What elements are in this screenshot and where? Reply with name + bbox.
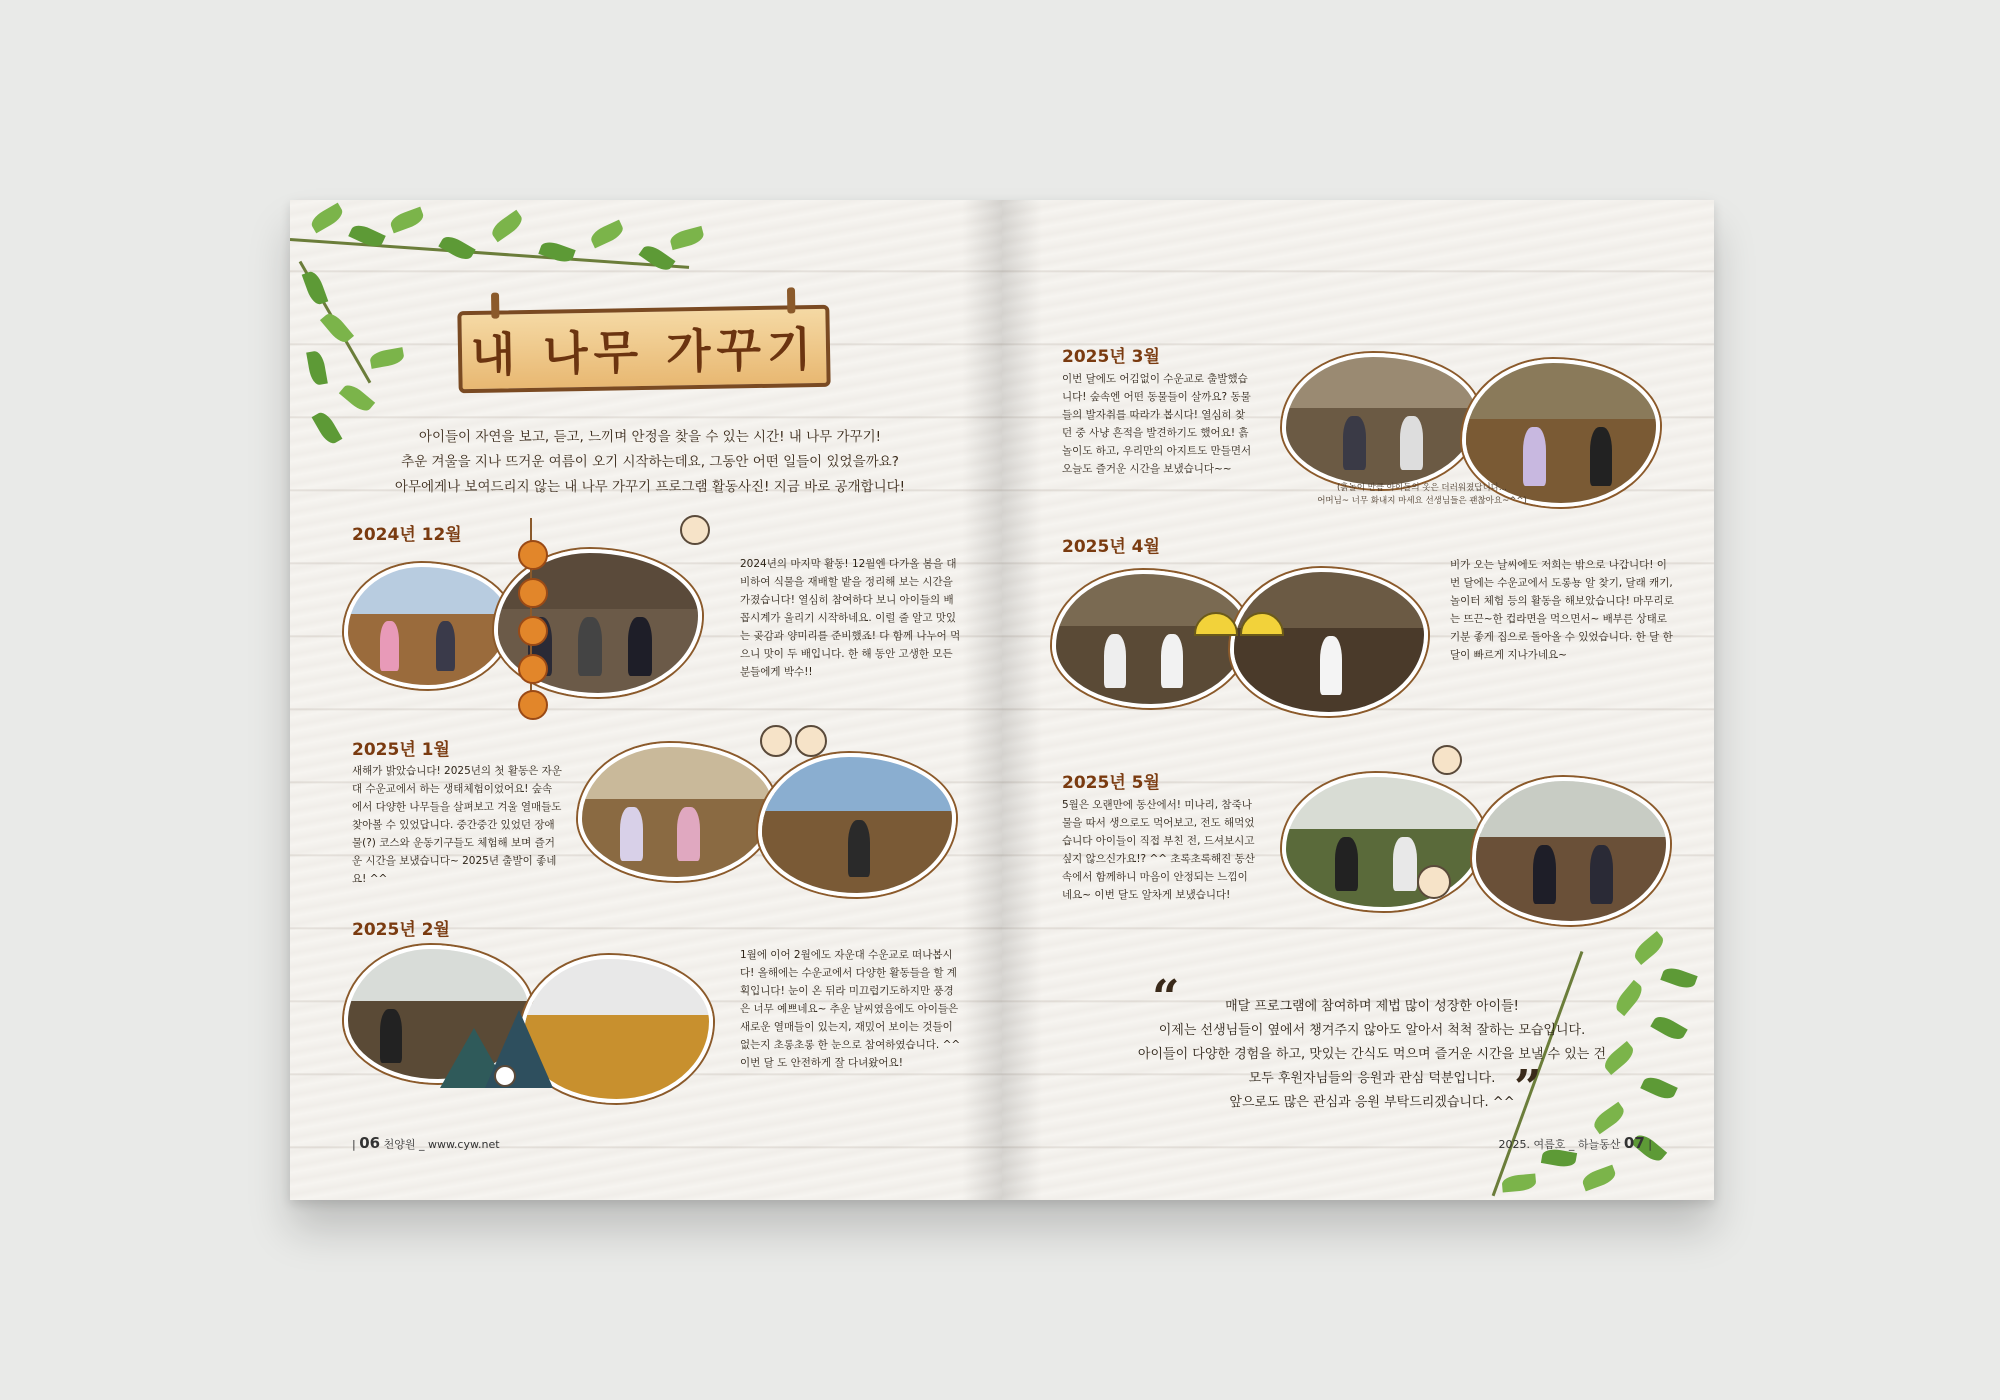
persimmon-icon [518, 540, 548, 570]
caption-mar-2025: (흙놀이 만큼 아이들의 옷은 더러워졌답니다... 어머님~ 너무 화내지 마세요 선생님들은 괜찮아요~^^) [1317, 483, 1527, 506]
left-page [290, 200, 1002, 1200]
text-feb-2025: 1월에 이어 2월에도 자운대 수운교로 떠나봅시다! 올해에는 수운교에서 다양한 활동들을 할 계획입니다! 눈이 온 뒤라 미끄럽기도하지만 풍경은 너무 예쁘네요~ 추운 날씨였음에도 아이들은 새로운 열매들이 있는지, 재밌어 보이는 것들이 없는지 초롱초롱 한 눈으로 참여하였습니다. ^^ 이번 달 도 안전하게 잘 다녀왔어요! [740, 949, 961, 1069]
month-heading-may-2025: 2025년 5월 [1062, 773, 1160, 793]
closing-quote: 매달 프로그램에 참여하며 제법 많이 성장한 아이들! 이제는 선생님들이 옆에서 챙겨주지 않아도 알아서 척척 잘하는 모습입니다. 아이들이 다양한 경험을 하고, 맛있는 간식도 먹으며 즐거운 시간을 보낼 수 있는 건 모두 후원자님들의 응원과 관심 덕분입니다. 앞으로도 많은 관심과 응원 부탁드리겠습니다. ^^ [1137, 999, 1607, 1110]
title-board [457, 305, 830, 393]
text-may-2025: 5월은 오랜만에 동산에서! 미나리, 참죽나물을 따서 생으로도 먹어보고, 전도 해먹었습니다 아이들이 직접 부친 전, 드셔보시고 싶지 않으신가요!? ^^ 초록초록해진 동산 속에서 함께하니 마음이 안정되는 느낌이네요~ 이번 달도 알차게 보냈습니다! [1062, 799, 1255, 901]
right-page [1002, 200, 1714, 1200]
close-quote-icon: ” [1514, 1060, 1542, 1116]
photo-group-apr-2025 [1052, 550, 1432, 730]
hiker-character-icon [760, 725, 792, 757]
photo-animal-tracks [1282, 353, 1480, 489]
persimmon-icon [518, 654, 548, 684]
open-quote-icon: “ [1152, 970, 1180, 1026]
text-apr-2025: 비가 오는 날씨에도 저희는 밖으로 나갑니다! 이번 달에는 수운교에서 도롱뇽 알 찾기, 달래 캐기, 놀이터 체험 등의 활동을 해보았습니다! 마무리로는 뜨끈~한 컵라면을 먹으면서~ 배부른 상태로 기분 좋게 집으로 돌아올 수 있었습니다. 한 달 한 달이 빠르게 지나가네요~ [1450, 559, 1674, 661]
photo-forest-rope [578, 743, 776, 881]
month-heading-dec-2024: 2024년 12월 [352, 525, 462, 545]
persimmon-icon [518, 690, 548, 720]
photo-rain-coat [1230, 568, 1428, 716]
hiker-character-icon [795, 725, 827, 757]
month-heading-mar-2025: 2025년 3월 [1062, 347, 1160, 367]
text-jan-2025: 새해가 밝았습니다! 2025년의 첫 활동은 자운대 수운교에서 하는 생태체험이었어요! 숲속에서 다양한 나무들을 살펴보고 겨울 열매들도 찾아볼 수 있었답니다. 중간중간 있었던 장애물(?) 코스와 운동기구들도 체험해 보며 즐거운 시간을 보냈습니다~ 2025년 출발이 좋네요! ^^ [352, 765, 562, 885]
month-heading-feb-2025: 2025년 2월 [352, 920, 450, 940]
persimmon-icon [518, 616, 548, 646]
page-title: 내 나무 가꾸기 [470, 321, 818, 383]
text-dec-2024: 2024년의 마지막 활동! 12월엔 다가올 봄을 대비하여 식물을 재배할 밭을 정리해 보는 시간을 가졌습니다! 열심히 참여하다 보니 아이들의 배꼽시계가 울리기 시작하네요. 이럴 줄 알고 맛있는 곶감과 양미리를 준비했죠! 다 함께 나누어 먹으니 맛이 두 배입니다. 한 해 동안 고생한 모든 분들에게 박수!! [740, 558, 961, 678]
photo-cooking [1472, 777, 1670, 925]
folio-right: 2025. 여름호 _ 하늘동산 07 | [1498, 1134, 1652, 1152]
photo-greenhouse [1282, 773, 1485, 911]
photo-salamander-eggs [1052, 570, 1250, 708]
photo-field-work [344, 563, 512, 689]
persimmon-icon [518, 578, 548, 608]
magazine-spread [290, 200, 1714, 1200]
child-character-icon [680, 515, 710, 545]
folio-left: | 06 천양원 _ www.cyw.net [352, 1134, 500, 1152]
child-character-icon [1417, 865, 1451, 899]
text-mar-2025: 이번 달에도 어김없이 수운교로 출발했습니다! 숲속엔 어떤 동물들이 살까요? 동물들의 발자취를 따라가 봅시다! 열심히 찾던 중 사냥 흔적을 발견하기도 했어요! 흙놀이도 하고, 우리만의 아지트도 만들면서 오늘도 즐거운 시간을 보냈습니다~~ [1062, 373, 1252, 475]
photo-forest-walk [758, 753, 956, 897]
photo-group-may-2025 [1282, 755, 1672, 935]
snowman-icon [494, 1065, 516, 1087]
intro-text: 아이들이 자연을 보고, 듣고, 느끼며 안정을 찾을 수 있는 시간! 내 나무 가꾸기! 추운 겨울을 지나 뜨거운 여름이 오기 시작하는데요, 그동안 어떤 일들이 있었을까요? 아무에게나 보여드리지 않는 내 나무 가꾸기 프로그램 활동사진! 지금 바로 공개합니다! [394, 429, 906, 495]
month-heading-jan-2025: 2025년 1월 [352, 740, 450, 760]
child-character-icon [1432, 745, 1462, 775]
month-heading-apr-2025: 2025년 4월 [1062, 537, 1160, 557]
